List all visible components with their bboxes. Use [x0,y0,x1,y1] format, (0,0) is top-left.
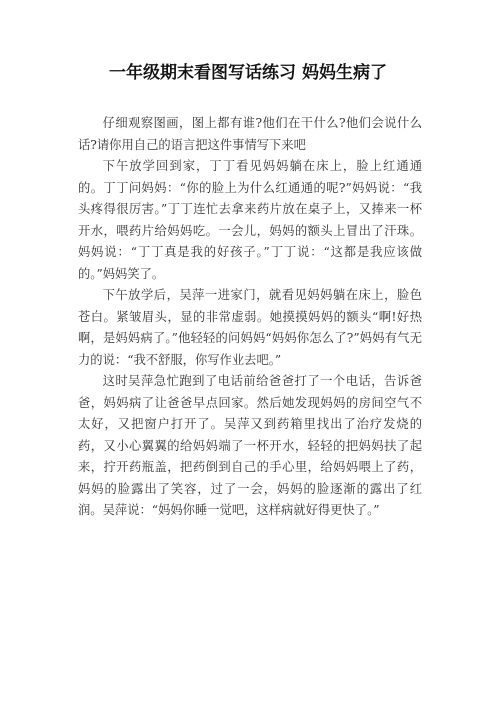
paragraph-story-wuping-care: 这时吴萍急忙跑到了电话前给爸爸打了一个电话，告诉爸爸，妈妈病了让爸爸早点回家。然后她发现妈妈的房间空气不太好，又把窗户打开了。吴萍又到药箱里找出了治疗发烧的药，又小心翼翼的给妈妈端了一杯开水，轻轻的把妈妈扶了起来，拧开药瓶盖，把药倒到自己的手心里，给妈妈喂上了药，妈妈的脸露出了笑容，过了一会，妈妈的脸逐渐的露出了红润。吴萍说：“妈妈你睡一觉吧，这样病就好得更快了。” [78,374,422,517]
document-body [78,113,422,522]
document-title: 一年级期末看图写话练习 妈妈生病了 [109,63,387,83]
paragraph-story-wuping-arrival: 下午放学后，吴萍一进家门，就看见妈妈躺在床上，脸色苍白。紧皱眉头，显的非常虚弱。她摸摸妈妈的额头“啊!好热啊，是妈妈病了。”他轻轻的问妈妈“妈妈你怎么了?”妈妈有气无力的说：“我不舒服，你写作业去吧。” [78,288,422,367]
paragraph-instructions: 仔细观察图画，图上都有谁?他们在干什么?他们会说什么话?请你用自己的语言把这件事情写下来吧 [78,116,422,152]
paragraph-story-dingding: 下午放学回到家，丁丁看见妈妈躺在床上，脸上红通通的。丁丁问妈妈：“你的脸上为什么红通通的呢?”妈妈说：“我头疼得很厉害。”丁丁连忙去拿来药片放在桌子上，又捧来一杯开水，喂药片给妈妈吃。一会儿，妈妈的额头上冒出了汗珠。妈妈说：“丁丁真是我的好孩子。”丁丁说：“这都是我应该做的。”妈妈笑了。 [78,159,422,281]
